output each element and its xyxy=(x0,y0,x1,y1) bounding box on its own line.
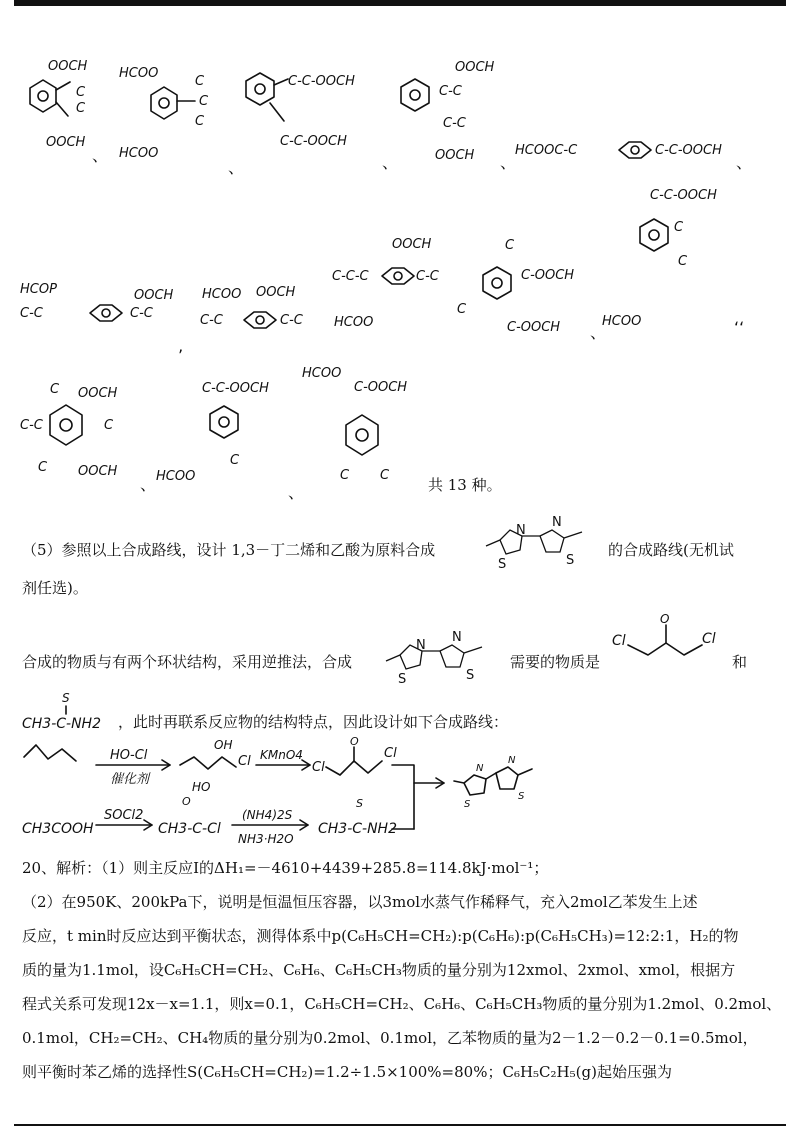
isomer-3 xyxy=(240,55,405,165)
bottom-rule xyxy=(14,1124,786,1126)
q20-line1: 20、解析：（1）则主反应I的ΔH₁=－4610+4439+285.8=114.8kJ·mol⁻¹； xyxy=(22,859,549,877)
isomer-11-left: C-C xyxy=(20,418,43,433)
isomer-13 xyxy=(300,355,430,495)
isomer-8-hcoo: HCOO xyxy=(334,315,374,330)
chlorohydrin-oh: OH xyxy=(214,738,233,752)
isomer-6-top: HCOP xyxy=(20,282,57,297)
chlorohydrin-ho: HO xyxy=(192,780,211,794)
isomer-12-bot: HCOO xyxy=(156,469,196,484)
reagent-catalyst: 催化剂 xyxy=(110,772,150,787)
para-atom-s2: S xyxy=(466,668,475,683)
bithiazole-structure-para xyxy=(378,625,508,695)
isomer-13-c1: C xyxy=(340,468,350,483)
isomer-9 xyxy=(455,235,595,340)
isomer-7-top: HCOO xyxy=(202,287,242,302)
isomer-7-left: C-C xyxy=(200,313,223,328)
sep-mark: ’ xyxy=(178,346,184,365)
thioacetamide-text: CH3-C-NH2 xyxy=(22,716,101,732)
q20-line5: 程式关系可发现12x－x=1.1，则x=0.1，C₆H₅CH=CH₂、C₆H₆、C₆H₅CH₃物质的量分别为1.2mol、0.2mol、 xyxy=(22,995,782,1013)
isomer-6 xyxy=(20,275,200,345)
isomer-10-c2: C xyxy=(678,254,688,269)
isomer-5 xyxy=(515,130,755,170)
route-dca-cl2: Cl xyxy=(384,746,397,761)
dichloroacetone-structure xyxy=(612,612,722,685)
isomer-1-mid: C xyxy=(76,85,86,100)
q5-atom-s1: S xyxy=(498,557,507,572)
isomer-6-ooch: OOCH xyxy=(134,288,174,303)
sep-4: 、 xyxy=(500,153,517,172)
route-ch3ccl: CH3-C-Cl xyxy=(158,821,221,837)
thioacetamide-handwritten xyxy=(20,690,120,735)
isomer-1-bot: OOCH xyxy=(46,135,86,150)
isomer-12-top: C-C-OOCH xyxy=(202,381,269,396)
isomer-4-c2: C-C xyxy=(443,116,466,131)
isomer-count: 共 13 种。 xyxy=(428,476,502,494)
isomer-8 xyxy=(330,230,460,340)
isomer-4-top: OOCH xyxy=(455,60,495,75)
route-prod-s2: S xyxy=(518,791,525,802)
isomer-11-c-top: C xyxy=(50,382,60,397)
para1-d: ，此时再联系反应物的结构特点，因此设计如下合成路线： xyxy=(118,713,509,731)
route-ch3cooh: CH3COOH xyxy=(22,821,94,837)
isomer-6-right: C-C xyxy=(130,306,153,321)
isomer-10-bot: HCOO xyxy=(602,314,642,329)
q20-line2: （2）在950K、200kPa下，说明是恒温恒压容器，以3mol水蒸气作稀释气，充入2mol乙苯发生上述 xyxy=(22,893,698,911)
reagent-hocl: HO-Cl xyxy=(110,748,148,763)
isomer-5-right: C-C-OOCH xyxy=(655,143,722,158)
sep-dquote: ‘‘ xyxy=(734,318,745,337)
route-acetyl-o: O xyxy=(182,795,191,808)
isomer-7 xyxy=(200,280,325,345)
isomer-11-right: C xyxy=(104,418,114,433)
isomer-4-c1: C-C xyxy=(439,84,462,99)
q5-atom-s2: S xyxy=(566,553,575,568)
isomer-2-c3: C xyxy=(195,114,205,129)
isomer-2-top: HCOO xyxy=(119,66,159,81)
q20-line7: 则平衡时苯乙烯的选择性S(C₆H₅CH=CH₂)=1.2÷1.5×100%=80%；C₆H₅C₂H₅(g)起始压强为 xyxy=(22,1063,672,1081)
isomer-11 xyxy=(20,375,145,495)
isomer-1-top: OOCH xyxy=(48,59,88,74)
para-atom-n2: N xyxy=(452,630,462,645)
route-prod-n2: N xyxy=(508,755,516,766)
thioacetamide-s: S xyxy=(62,691,70,705)
dca-cl-left: Cl xyxy=(612,633,626,649)
synthesis-route xyxy=(20,735,600,845)
sep-7: 、 xyxy=(140,475,157,494)
isomer-8-ccc: C-C-C xyxy=(332,269,369,284)
para1-a: 合成的物质与有两个环状结构，采用逆推法，合成 xyxy=(22,653,353,671)
sep-1: 、 xyxy=(92,146,109,165)
isomer-8-ooch: OOCH xyxy=(392,237,432,252)
sep-6: 、 xyxy=(590,323,607,342)
isomer-10 xyxy=(600,175,730,340)
isomer-9-bot: C-OOCH xyxy=(507,320,561,335)
sep-5: 、 xyxy=(736,153,753,172)
butadiene xyxy=(24,745,76,761)
reagent-nh3h2o: NH3·H2O xyxy=(238,832,294,846)
isomer-10-top: C-C-OOCH xyxy=(650,188,717,203)
para-atom-s1: S xyxy=(398,672,407,687)
top-rule xyxy=(14,0,786,6)
isomer-2-bot: HCOO xyxy=(119,146,159,161)
isomer-6-left: C-C xyxy=(20,306,43,321)
route-prod-s1: S xyxy=(464,799,471,810)
isomer-11-ooch-bot: OOCH xyxy=(78,464,118,479)
sep-8: 、 xyxy=(288,483,305,502)
q20-line6: 0.1mol，CH₂=CH₂、CH₄物质的量分别为0.2mol、0.1mol，乙苯物质的量为2－1.2－0.2－0.1=0.5mol， xyxy=(22,1029,758,1047)
isomer-1-mid2: C xyxy=(76,101,86,116)
isomer-12 xyxy=(150,370,300,495)
isomer-2-c1: C xyxy=(195,74,205,89)
reagent-kmno4: KMnO4 xyxy=(260,748,303,762)
isomer-11-ooch-top: OOCH xyxy=(78,386,118,401)
isomer-9-left: C xyxy=(457,302,467,317)
isomer-13-c2: C xyxy=(380,468,390,483)
q5-atom-n2: N xyxy=(552,515,562,530)
isomer-8-right: C-C xyxy=(416,269,439,284)
isomer-9-cooch: C-OOCH xyxy=(521,268,575,283)
isomer-12-c: C xyxy=(230,453,240,468)
q20-line3: 反应，t min时反应达到平衡状态，测得体系中p(C₆H₅CH=CH₂):p(C₆H₆):p(C₆H₅CH₃)=12:2:1，H₂的物 xyxy=(22,927,739,945)
q5-atom-n1: N xyxy=(516,523,526,538)
route-dca-cl1: Cl xyxy=(312,760,325,775)
q5-line1-a: （5）参照以上合成路线，设计 1,3－丁二烯和乙酸为原料合成 xyxy=(22,541,436,559)
isomer-4-bot: OOCH xyxy=(435,148,475,163)
chlorohydrin-cl: Cl xyxy=(238,754,251,769)
dca-cl-right: Cl xyxy=(702,631,716,647)
para1-b: 需要的物质是 xyxy=(510,653,601,671)
chlorohydrin xyxy=(180,757,236,769)
sep-3: 、 xyxy=(382,153,399,172)
dca-o: O xyxy=(660,612,670,626)
isomer-7-right: C-C xyxy=(280,313,303,328)
isomer-5-left: HCOOC-C xyxy=(515,143,578,158)
reagent-nh4s: (NH4)2S xyxy=(242,808,293,822)
q20-line4: 质的量为1.1mol，设C₆H₅CH=CH₂、C₆H₆、C₆H₅CH₃物质的量分别为12xmol、2xmol、xmol，根据方 xyxy=(22,961,736,979)
q5-line2: 剂任选)。 xyxy=(22,579,88,597)
isomer-13-ooch: C-OOCH xyxy=(354,380,408,395)
route-thioamide: CH3-C-NH2 xyxy=(318,821,397,837)
reagent-socl2: SOCl2 xyxy=(104,808,144,823)
isomer-9-c: C xyxy=(505,238,515,253)
isomer-10-c1: C xyxy=(674,220,684,235)
para-atom-n1: N xyxy=(416,638,426,653)
isomer-3-bot: C-C-OOCH xyxy=(280,134,347,149)
bithiazole-structure-q5 xyxy=(478,510,606,580)
sep-2: 、 xyxy=(228,158,245,177)
isomer-13-hcoo: HCOO xyxy=(302,366,342,381)
route-prod-n1: N xyxy=(476,763,484,774)
isomer-3-top: C-C-OOCH xyxy=(288,74,355,89)
isomer-11-c-bot: C xyxy=(38,460,48,475)
para1-c: 和 xyxy=(732,653,748,671)
q5-line1-b: 的合成路线(无机试 xyxy=(608,541,734,559)
isomer-7-ooch: OOCH xyxy=(256,285,296,300)
merge-bracket xyxy=(392,765,414,829)
route-thio-s: S xyxy=(356,797,363,810)
isomer-2 xyxy=(115,55,225,165)
isomer-4 xyxy=(395,55,505,165)
route-dca-o: O xyxy=(350,735,359,748)
isomer-2-c2: C xyxy=(199,94,209,109)
